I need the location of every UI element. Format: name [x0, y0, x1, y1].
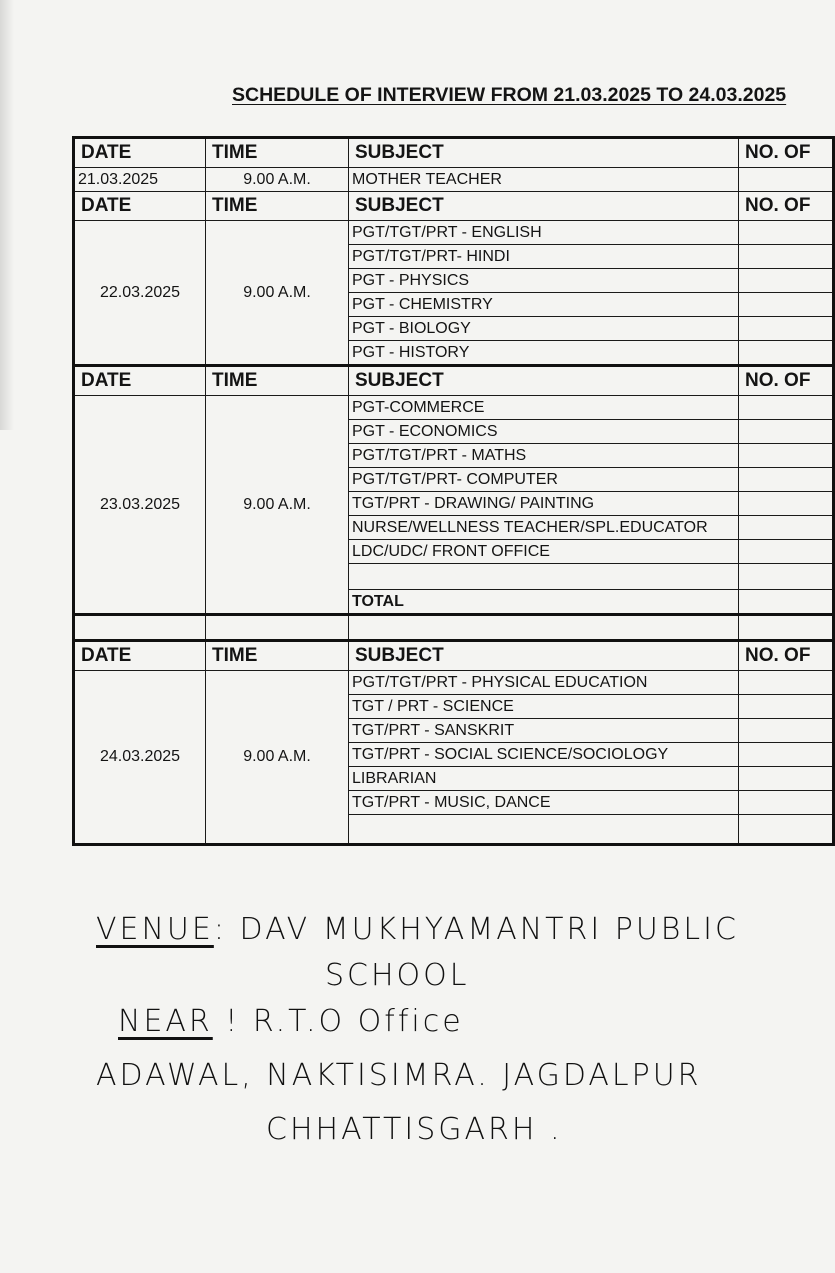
total-label: TOTAL [349, 590, 739, 615]
count-cell [739, 492, 834, 516]
time-cell: 9.00 A.M. [206, 221, 349, 366]
near-text: R.T.O Office [252, 1004, 464, 1039]
count-cell [739, 396, 834, 420]
subject-cell: PGT/TGT/PRT- COMPUTER [349, 468, 739, 492]
date-header: DATE [74, 138, 206, 168]
page-title: SCHEDULE OF INTERVIEW FROM 21.03.2025 TO 24.03.2025 [232, 84, 787, 106]
subject-header: SUBJECT [349, 641, 739, 671]
count-header: NO. OF [739, 366, 834, 396]
count-cell [739, 564, 834, 590]
subject-cell: PGT/TGT/PRT- HINDI [349, 245, 739, 269]
subject-cell: PGT - BIOLOGY [349, 317, 739, 341]
count-cell [739, 444, 834, 468]
header-row [74, 366, 834, 396]
count-cell [739, 516, 834, 540]
count-cell [739, 341, 834, 366]
subject-cell: MOTHER TEACHER [349, 168, 739, 192]
subject-cell: PGT - PHYSICS [349, 269, 739, 293]
spacer-row [74, 615, 834, 641]
near-label: NEAR [118, 1004, 213, 1039]
table-row [74, 168, 834, 192]
count-cell [739, 245, 834, 269]
table-row [74, 396, 834, 420]
count-cell [739, 317, 834, 341]
count-header: NO. OF [739, 641, 834, 671]
subject-cell: PGT - CHEMISTRY [349, 293, 739, 317]
count-cell [739, 671, 834, 695]
empty-cell [349, 615, 739, 641]
subject-cell: TGT / PRT - SCIENCE [349, 695, 739, 719]
empty-cell [74, 615, 206, 641]
time-cell: 9.00 A.M. [206, 168, 349, 192]
count-header: NO. OF [739, 192, 834, 221]
table-row [74, 221, 834, 245]
venue-label: VENUE [96, 912, 214, 947]
date-header: DATE [74, 192, 206, 221]
near-line: NEAR ! R.T.O Office [118, 1004, 464, 1039]
venue-line: VENUE: DAV MUKHYAMANTRI PUBLIC [96, 912, 739, 947]
count-cell [739, 468, 834, 492]
time-header: TIME [206, 138, 349, 168]
schedule-table [72, 136, 832, 846]
count-cell [739, 221, 834, 245]
date-header: DATE [74, 366, 206, 396]
empty-cell [739, 615, 834, 641]
header-row [74, 138, 834, 168]
subject-cell: TGT/PRT - MUSIC, DANCE [349, 791, 739, 815]
date-cell: 23.03.2025 [74, 396, 206, 615]
subject-cell: LIBRARIAN [349, 767, 739, 791]
count-cell [739, 168, 834, 192]
subject-cell: PGT-COMMERCE [349, 396, 739, 420]
subject-cell: TGT/PRT - DRAWING/ PAINTING [349, 492, 739, 516]
time-cell: 9.00 A.M. [206, 396, 349, 615]
subject-cell: PGT - ECONOMICS [349, 420, 739, 444]
count-cell [739, 540, 834, 564]
subject-cell: TGT/PRT - SOCIAL SCIENCE/SOCIOLOGY [349, 743, 739, 767]
date-cell: 24.03.2025 [74, 671, 206, 845]
date-cell: 22.03.2025 [74, 221, 206, 366]
subject-cell: LDC/UDC/ FRONT OFFICE [349, 540, 739, 564]
header-row [74, 641, 834, 671]
state-line: CHHATTISGARH . [266, 1112, 563, 1147]
date-header: DATE [74, 641, 206, 671]
subject-cell: PGT/TGT/PRT - PHYSICAL EDUCATION [349, 671, 739, 695]
count-cell [739, 269, 834, 293]
empty-cell [349, 564, 739, 590]
venue-line-2: SCHOOL [325, 958, 470, 993]
count-cell [739, 743, 834, 767]
subject-header: SUBJECT [349, 138, 739, 168]
subject-header: SUBJECT [349, 192, 739, 221]
subject-cell: PGT - HISTORY [349, 341, 739, 366]
time-header: TIME [206, 366, 349, 396]
count-cell [739, 791, 834, 815]
count-cell [739, 293, 834, 317]
scan-shadow [0, 0, 14, 430]
empty-cell [206, 615, 349, 641]
subject-cell: TGT/PRT - SANSKRIT [349, 719, 739, 743]
subject-cell: NURSE/WELLNESS TEACHER/SPL.EDUCATOR [349, 516, 739, 540]
venue-text: DAV MUKHYAMANTRI PUBLIC [239, 912, 739, 947]
count-cell [739, 815, 834, 845]
count-cell [739, 719, 834, 743]
total-cell [739, 590, 834, 615]
time-cell: 9.00 A.M. [206, 671, 349, 845]
count-header: NO. OF [739, 138, 834, 168]
table-row [74, 671, 834, 695]
count-cell [739, 420, 834, 444]
count-cell [739, 767, 834, 791]
time-header: TIME [206, 641, 349, 671]
count-cell [739, 695, 834, 719]
date-cell: 21.03.2025 [74, 168, 206, 192]
empty-cell [349, 815, 739, 845]
time-header: TIME [206, 192, 349, 221]
subject-header: SUBJECT [349, 366, 739, 396]
address-line: ADAWAL, NAKTISIMRA. JAGDALPUR [96, 1058, 702, 1093]
subject-cell: PGT/TGT/PRT - MATHS [349, 444, 739, 468]
subject-cell: PGT/TGT/PRT - ENGLISH [349, 221, 739, 245]
header-row [74, 192, 834, 221]
